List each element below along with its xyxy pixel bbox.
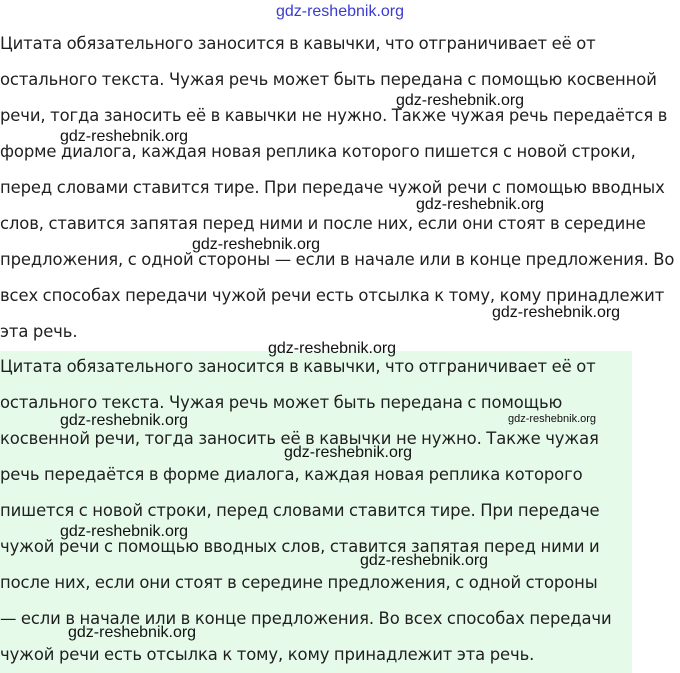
watermark: gdz-reshebnik.org [192, 236, 321, 253]
watermark: gdz-reshebnik.org [268, 340, 397, 357]
watermark: gdz-reshebnik.org [492, 304, 621, 321]
original-paragraph: Цитата обязательного заносится в кавычки, что отграничивает её от остального текста. Чужая речь может быть передана с помощью косвенной речи, тогда заносить её в кавычки не нужно. Также чужая речь передаётся в форме диалога, каждая новая реплика которого пишется с новой строки, перед словами ставится тире. При передаче чужой речи с помощью вводных слов, ставится запятая перед ними и после них, если они стоят в середине предложения, с одной стороны — если в начале или в конце предложения. Во всех способах передачи чужой речи есть отсылка к тому, кому принадлежит эта речь. [0, 34, 675, 341]
watermark: gdz-reshebnik.org [60, 128, 189, 145]
watermark: gdz-reshebnik.org [396, 92, 525, 109]
watermark: gdz-reshebnik.org [68, 624, 197, 641]
watermark: gdz-reshebnik.org [284, 444, 413, 461]
header-watermark: gdz-reshebnik.org [275, 3, 405, 20]
watermark: gdz-reshebnik.org [416, 196, 545, 213]
corrected-paragraph: Цитата обязательного заносится в кавычки, что отграничивает её от остального текста. Чужая речь может быть передана с помощью косвенной речи, тогда заносить её в кавычки не нужно. Также чужая речь передаётся в форме диалога, каждая новая реплика которого пишется с новой строки, перед словами ставится тире. При передаче чужой речи с помощью вводных слов, ставится запятая перед ними и после них, если они стоят в середине предложения, с одной стороны — если в начале или в конце предложения. Во всех способах передачи чужой речи есть отсылка к тому, кому принадлежит эта речь. [0, 357, 612, 664]
watermark: gdz-reshebnik.org [60, 523, 189, 540]
watermark: gdz-reshebnik.org [508, 413, 597, 425]
watermark: gdz-reshebnik.org [360, 552, 489, 569]
watermark: gdz-reshebnik.org [60, 412, 189, 429]
